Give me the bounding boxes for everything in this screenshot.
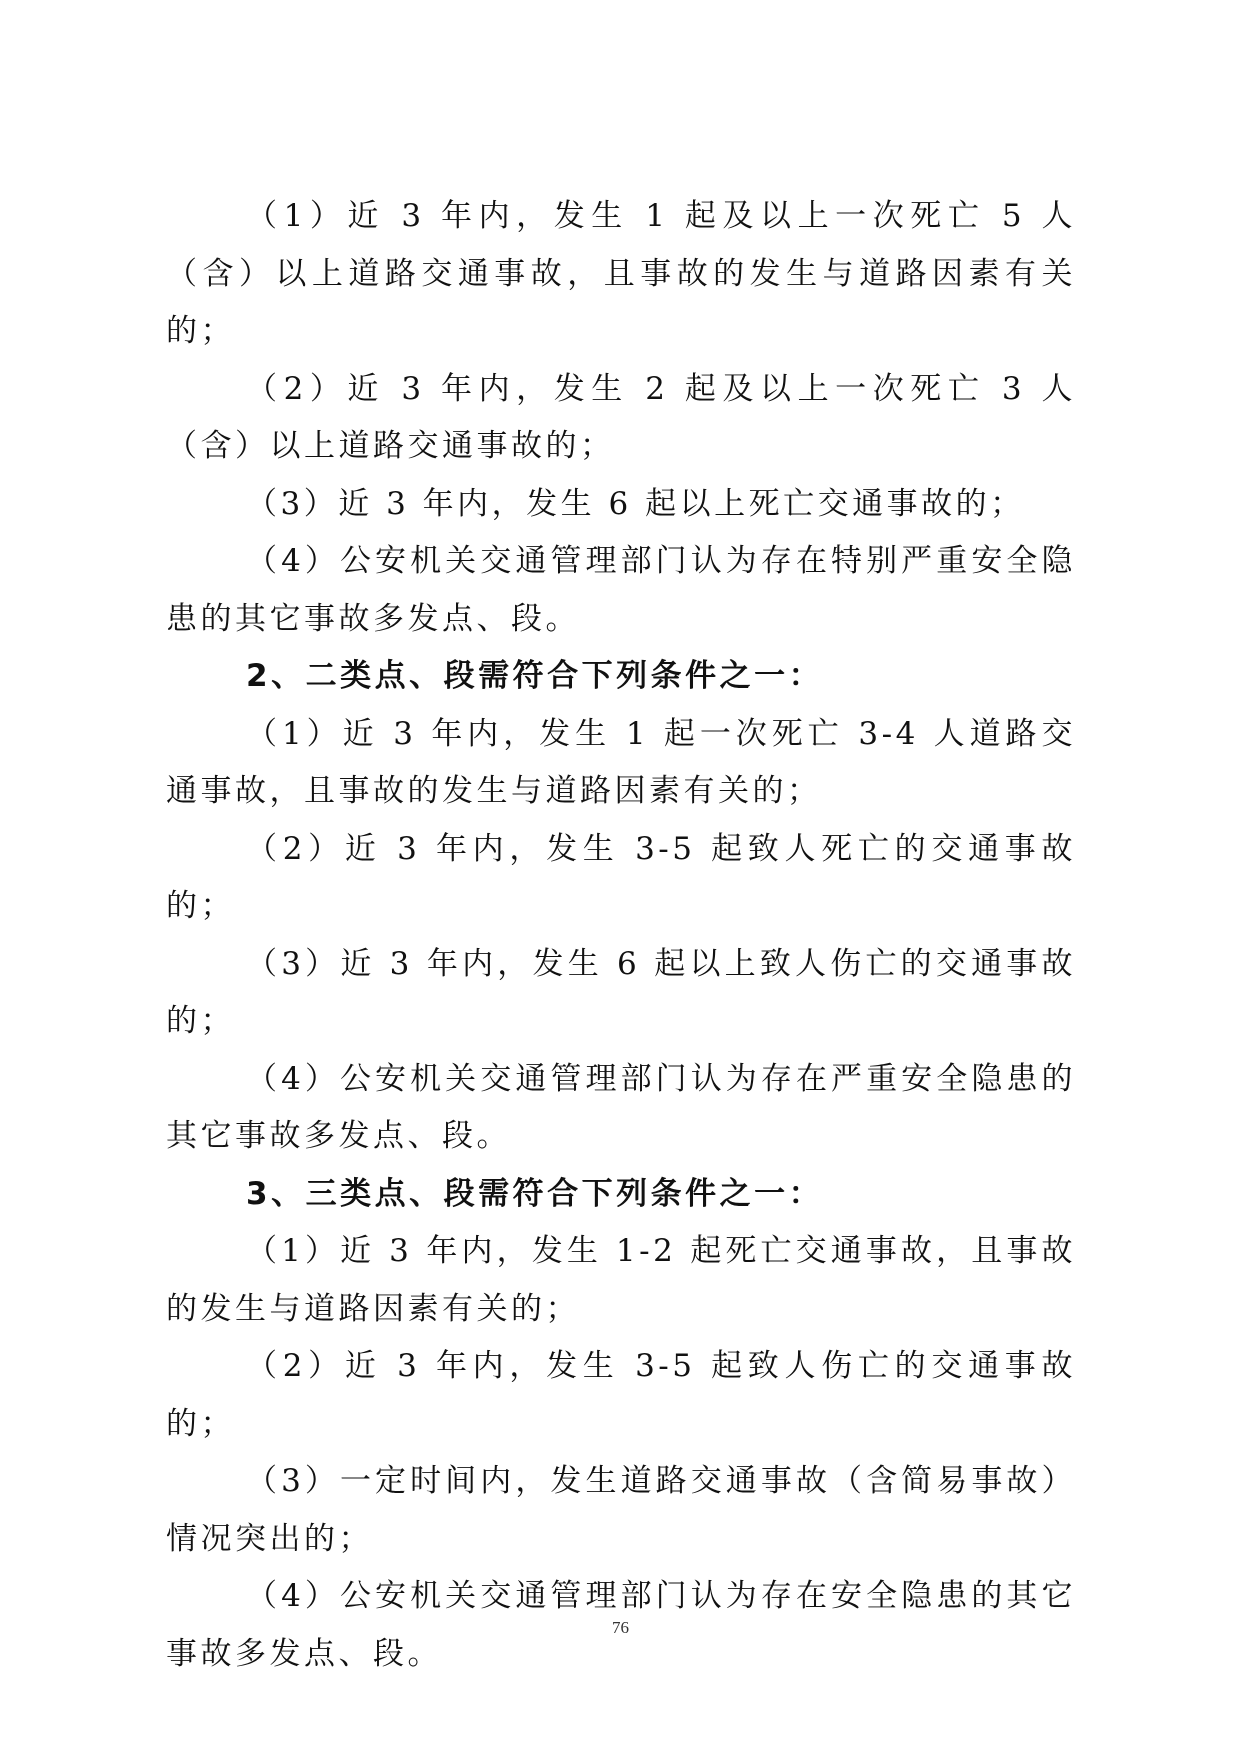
- condition-item: （4）公安机关交通管理部门认为存在严重安全隐患的其它事故多发点、段。: [166, 1060, 1076, 1154]
- section-heading: 2、二类点、段需符合下列条件之一：: [246, 658, 824, 694]
- condition-item: （1）近 3 年内，发生 1 起一次死亡 3-4 人道路交通事故，且事故的发生与道路因素有关的；: [166, 715, 1076, 809]
- condition-item: （3）近 3 年内，发生 6 起以上致人伤亡的交通事故的；: [166, 945, 1076, 1039]
- condition-item: （2）近 3 年内，发生 3-5 起致人死亡的交通事故的；: [166, 830, 1076, 924]
- body-text: [166, 188, 1076, 1683]
- section-heading: 3、三类点、段需符合下列条件之一：: [246, 1175, 824, 1212]
- condition-item: （2）近 3 年内，发生 3-5 起致人伤亡的交通事故的；: [166, 1348, 1076, 1442]
- condition-item: （1）近 3 年内，发生 1-2 起死亡交通事故，且事故的发生与道路因素有关的；: [166, 1233, 1076, 1327]
- condition-item: （3）一定时间内，发生道路交通事故（含简易事故）情况突出的；: [166, 1463, 1076, 1557]
- condition-item: （2）近 3 年内，发生 2 起及以上一次死亡 3 人（含）以上道路交通事故的；: [166, 370, 1076, 464]
- page-number: 76: [612, 1618, 629, 1637]
- condition-item: （4）公安机关交通管理部门认为存在特别严重安全隐患的其它事故多发点、段。: [166, 543, 1076, 637]
- condition-item: （3）近 3 年内，发生 6 起以上死亡交通事故的；: [246, 485, 1025, 522]
- condition-item: （1）近 3 年内，发生 1 起及以上一次死亡 5 人（含）以上道路交通事故，且事故的发生与道路因素有关的；: [166, 198, 1076, 349]
- condition-item: （4）公安机关交通管理部门认为存在安全隐患的其它事故多发点、段。: [166, 1578, 1076, 1672]
